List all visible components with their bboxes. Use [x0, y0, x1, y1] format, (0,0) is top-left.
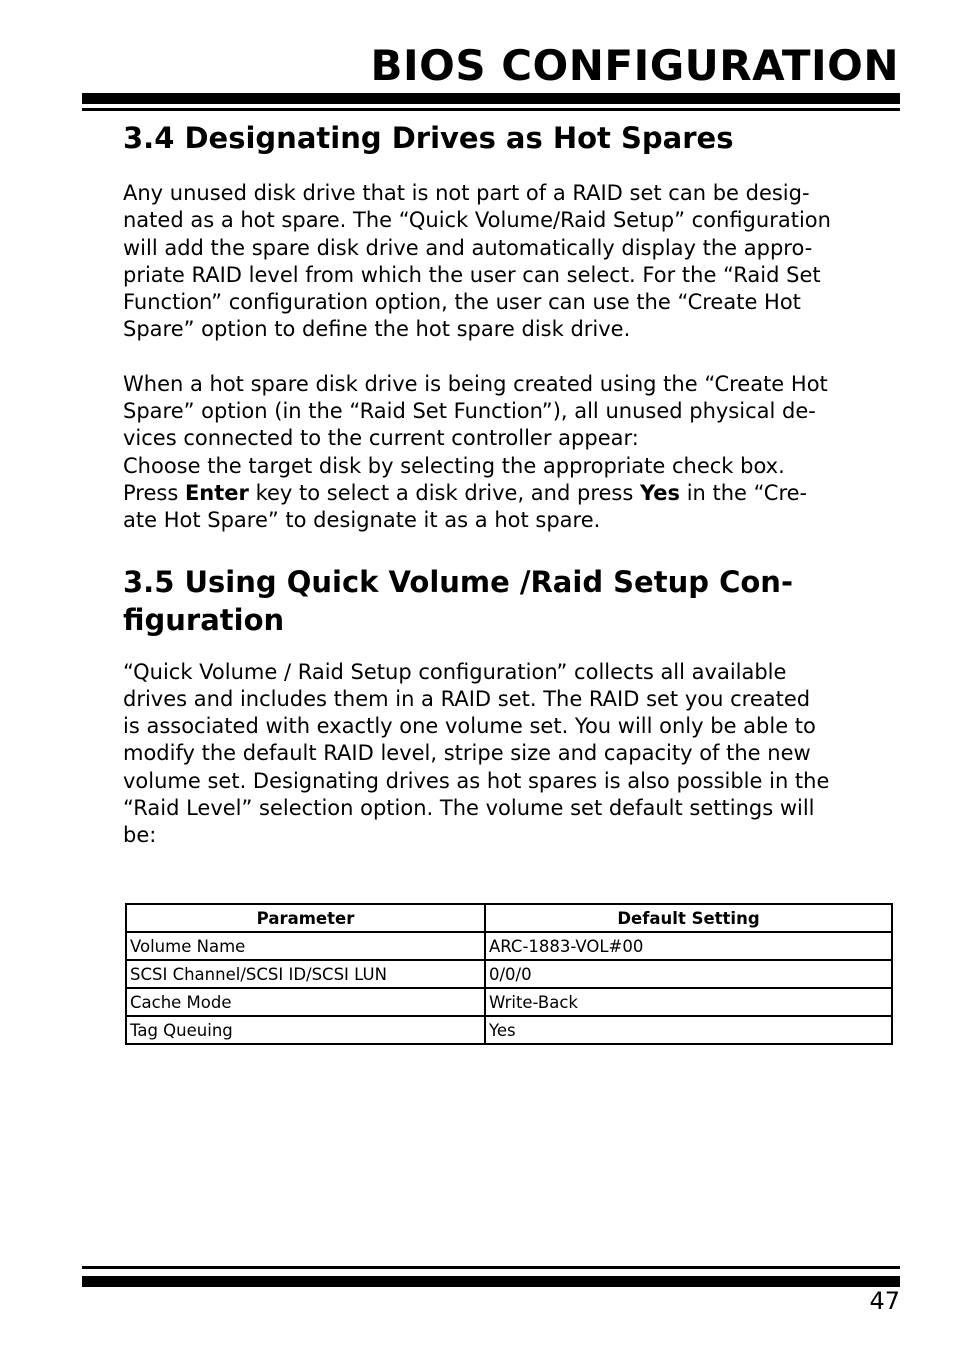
parameter-cell: Cache Mode — [126, 988, 485, 1016]
default-setting-cell: Write-Back — [485, 988, 892, 1016]
parameter-cell: SCSI Channel/SCSI ID/SCSI LUN — [126, 960, 485, 988]
text-segment: Press — [123, 480, 185, 505]
default-setting-cell: ARC-1883-VOL#00 — [485, 932, 892, 960]
page-number: 47 — [869, 1287, 900, 1315]
text-line: modify the default RAID level, stripe size and capacity of the new — [123, 741, 811, 766]
table-row — [126, 988, 892, 1016]
text-line: Any unused disk drive that is not part of a RAID set can be desig- — [123, 181, 810, 205]
section-3-4-paragraph-1 — [123, 180, 898, 344]
text-line: priate RAID level from which the user can select. For the “Raid Set — [123, 262, 821, 287]
title-line: figuration — [123, 602, 285, 637]
text-line: Spare” option to define the hot spare disk drive. — [123, 317, 631, 342]
enter-key-label: Enter — [184, 480, 249, 505]
section-3-5-title — [123, 563, 898, 639]
column-header-default-setting: Default Setting — [485, 904, 892, 932]
text-line: ate Hot Spare” to designate it as a hot spare. — [123, 508, 601, 533]
page-content — [123, 116, 898, 850]
default-setting-cell: Yes — [485, 1016, 892, 1044]
volume-defaults-table — [125, 903, 893, 1045]
text-line: is associated with exactly one volume set. You will only be able to — [123, 714, 816, 739]
text-line: Spare” option (in the “Raid Set Function”), all unused physical de- — [123, 399, 816, 424]
table-header-row — [126, 904, 892, 932]
chapter-title: BIOS CONFIGURATION — [370, 41, 899, 90]
default-setting-cell: 0/0/0 — [485, 960, 892, 988]
text-line: nated as a hot spare. The “Quick Volume/Raid Setup” configuration — [123, 208, 831, 233]
footer-rule-thick — [82, 1276, 900, 1287]
table-row — [126, 932, 892, 960]
header-rule-thin — [82, 108, 900, 111]
text-line: will add the spare disk drive and automatically display the appro- — [123, 235, 813, 260]
section-3-5-paragraph — [123, 659, 898, 850]
section-3-4-title: 3.4 Designating Drives as Hot Spares — [123, 121, 734, 155]
text-line: vices connected to the current controller appear: — [123, 426, 639, 451]
text-line: “Quick Volume / Raid Setup configuration” collects all available — [123, 659, 787, 684]
text-line: When a hot spare disk drive is being created using the “Create Hot — [123, 371, 828, 396]
section-3-4-paragraph-2 — [123, 371, 898, 535]
text-line: “Raid Level” selection option. The volume set default settings will — [123, 796, 815, 821]
text-line: Function” configuration option, the user can use the “Create Hot — [123, 290, 801, 315]
table-row — [126, 1016, 892, 1044]
parameter-cell: Tag Queuing — [126, 1016, 485, 1044]
table-row — [126, 960, 892, 988]
title-line: 3.5 Using Quick Volume /Raid Setup Con- — [123, 564, 793, 599]
text-segment: in the “Cre- — [680, 480, 808, 505]
text-line: Choose the target disk by selecting the appropriate check box. — [123, 453, 785, 478]
parameter-cell: Volume Name — [126, 932, 485, 960]
footer-rule-thin — [82, 1266, 900, 1269]
text-segment: key to select a disk drive, and press — [248, 480, 640, 505]
header-rule-thick — [82, 93, 900, 104]
text-line: volume set. Designating drives as hot spares is also possible in the — [123, 768, 830, 793]
yes-key-label: Yes — [639, 480, 681, 505]
text-line: drives and includes them in a RAID set. The RAID set you created — [123, 686, 811, 711]
text-line: be: — [123, 823, 157, 848]
column-header-parameter: Parameter — [126, 904, 485, 932]
